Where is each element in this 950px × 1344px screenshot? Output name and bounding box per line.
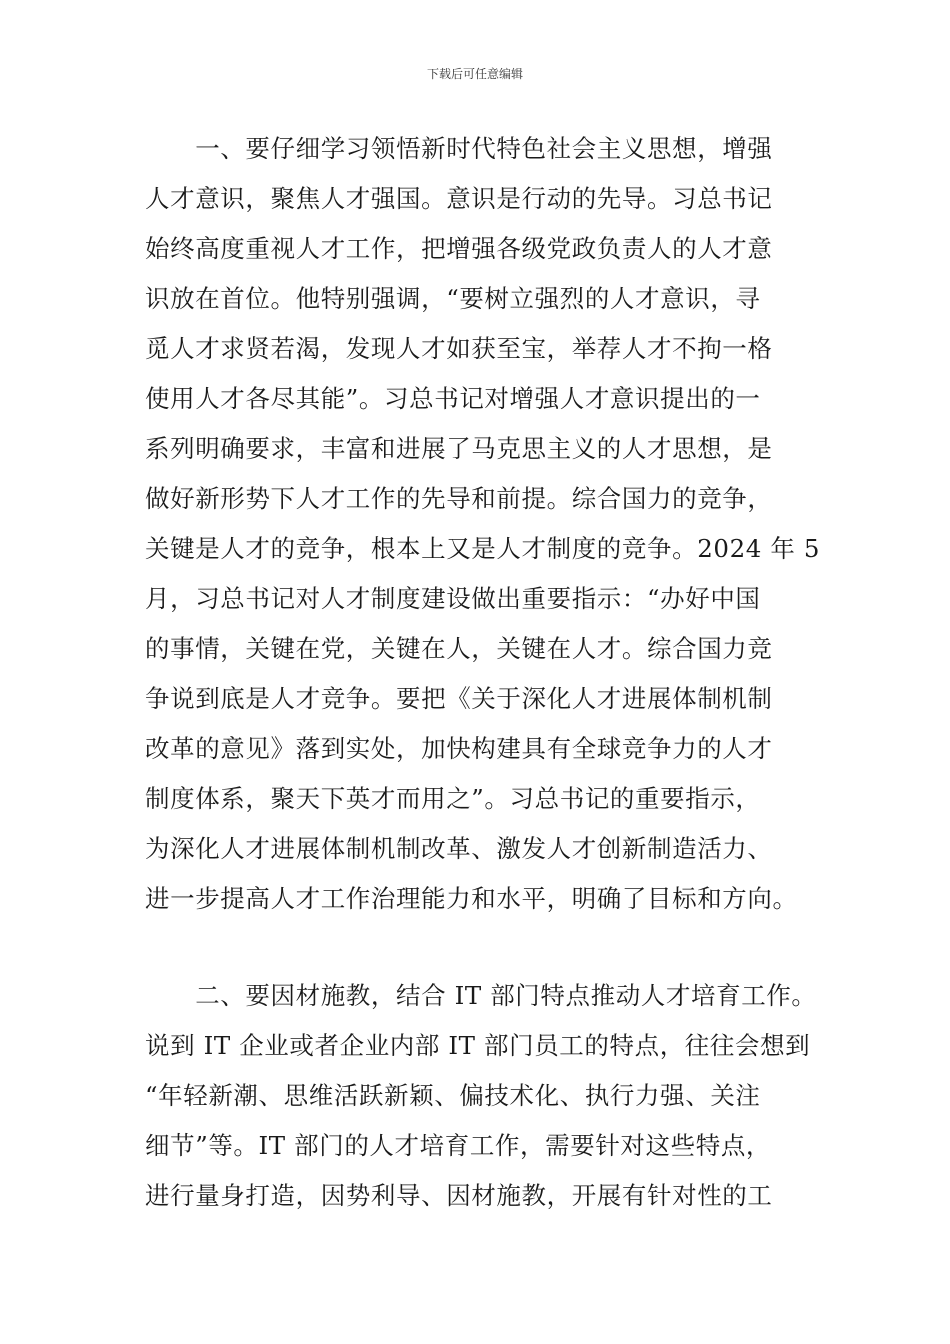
paragraph-line: 为深化人才进展体制机制改革、激发人才创新制造活力、 [145, 834, 773, 863]
paragraph-line: 一、要仔细学习领悟新时代特色社会主义思想，增强 [145, 134, 773, 163]
paragraph-line: 进一步提高人才工作治理能力和水平，明确了目标和方向。 [145, 884, 798, 913]
paragraph-line: 月，习总书记对人才制度建设做出重要指示：“办好中国 [145, 584, 761, 613]
paragraph-line: 始终高度重视人才工作，把增强各级党政负责人的人才意 [145, 234, 773, 263]
paragraph-line: “年轻新潮、思维活跃新颖、偏技术化、执行力强、关注 [145, 1081, 761, 1110]
paragraph-line: 的事情，关键在党，关键在人，关键在人才。综合国力竞 [145, 634, 773, 663]
paragraph-line: 觅人才求贤若渴，发现人才如获至宝，举荐人才不拘一格 [145, 334, 773, 363]
paragraph-line: 做好新形势下人才工作的先导和前提。综合国力的竞争， [145, 484, 773, 513]
paragraph-line: 细节”等。IT 部门的人才培育工作，需要针对这些特点， [145, 1131, 772, 1160]
paragraph-line: 识放在首位。他特别强调，“要树立强烈的人才意识，寻 [145, 284, 761, 313]
paragraph-line: 使用人才各尽其能”。习总书记对增强人才意识提出的一 [145, 384, 761, 413]
paragraph-line: 说到 IT 企业或者企业内部 IT 部门员工的特点，往往会想到 [145, 1031, 811, 1060]
paragraph-line: 系列明确要求，丰富和进展了马克思主义的人才思想，是 [145, 434, 773, 463]
page-header: 下载后可任意编辑 [426, 67, 523, 81]
paragraph-line: 人才意识，聚焦人才强国。意识是行动的先导。习总书记 [145, 184, 773, 213]
paragraph-line: 制度体系，聚天下英才而用之”。习总书记的重要指示， [145, 784, 761, 813]
paragraph-line: 进行量身打造，因势利导、因材施教，开展有针对性的工 [145, 1181, 773, 1210]
paragraph-line: 关键是人才的竞争，根本上又是人才制度的竞争。2024 年 5 [145, 534, 821, 563]
paragraph-line: 争说到底是人才竞争。要把《关于深化人才进展体制机制 [145, 684, 773, 713]
paragraph-line: 改革的意见》落到实处，加快构建具有全球竞争力的人才 [145, 734, 773, 763]
paragraph-line: 二、要因材施教，结合 IT 部门特点推动人才培育工作。 [145, 981, 817, 1010]
